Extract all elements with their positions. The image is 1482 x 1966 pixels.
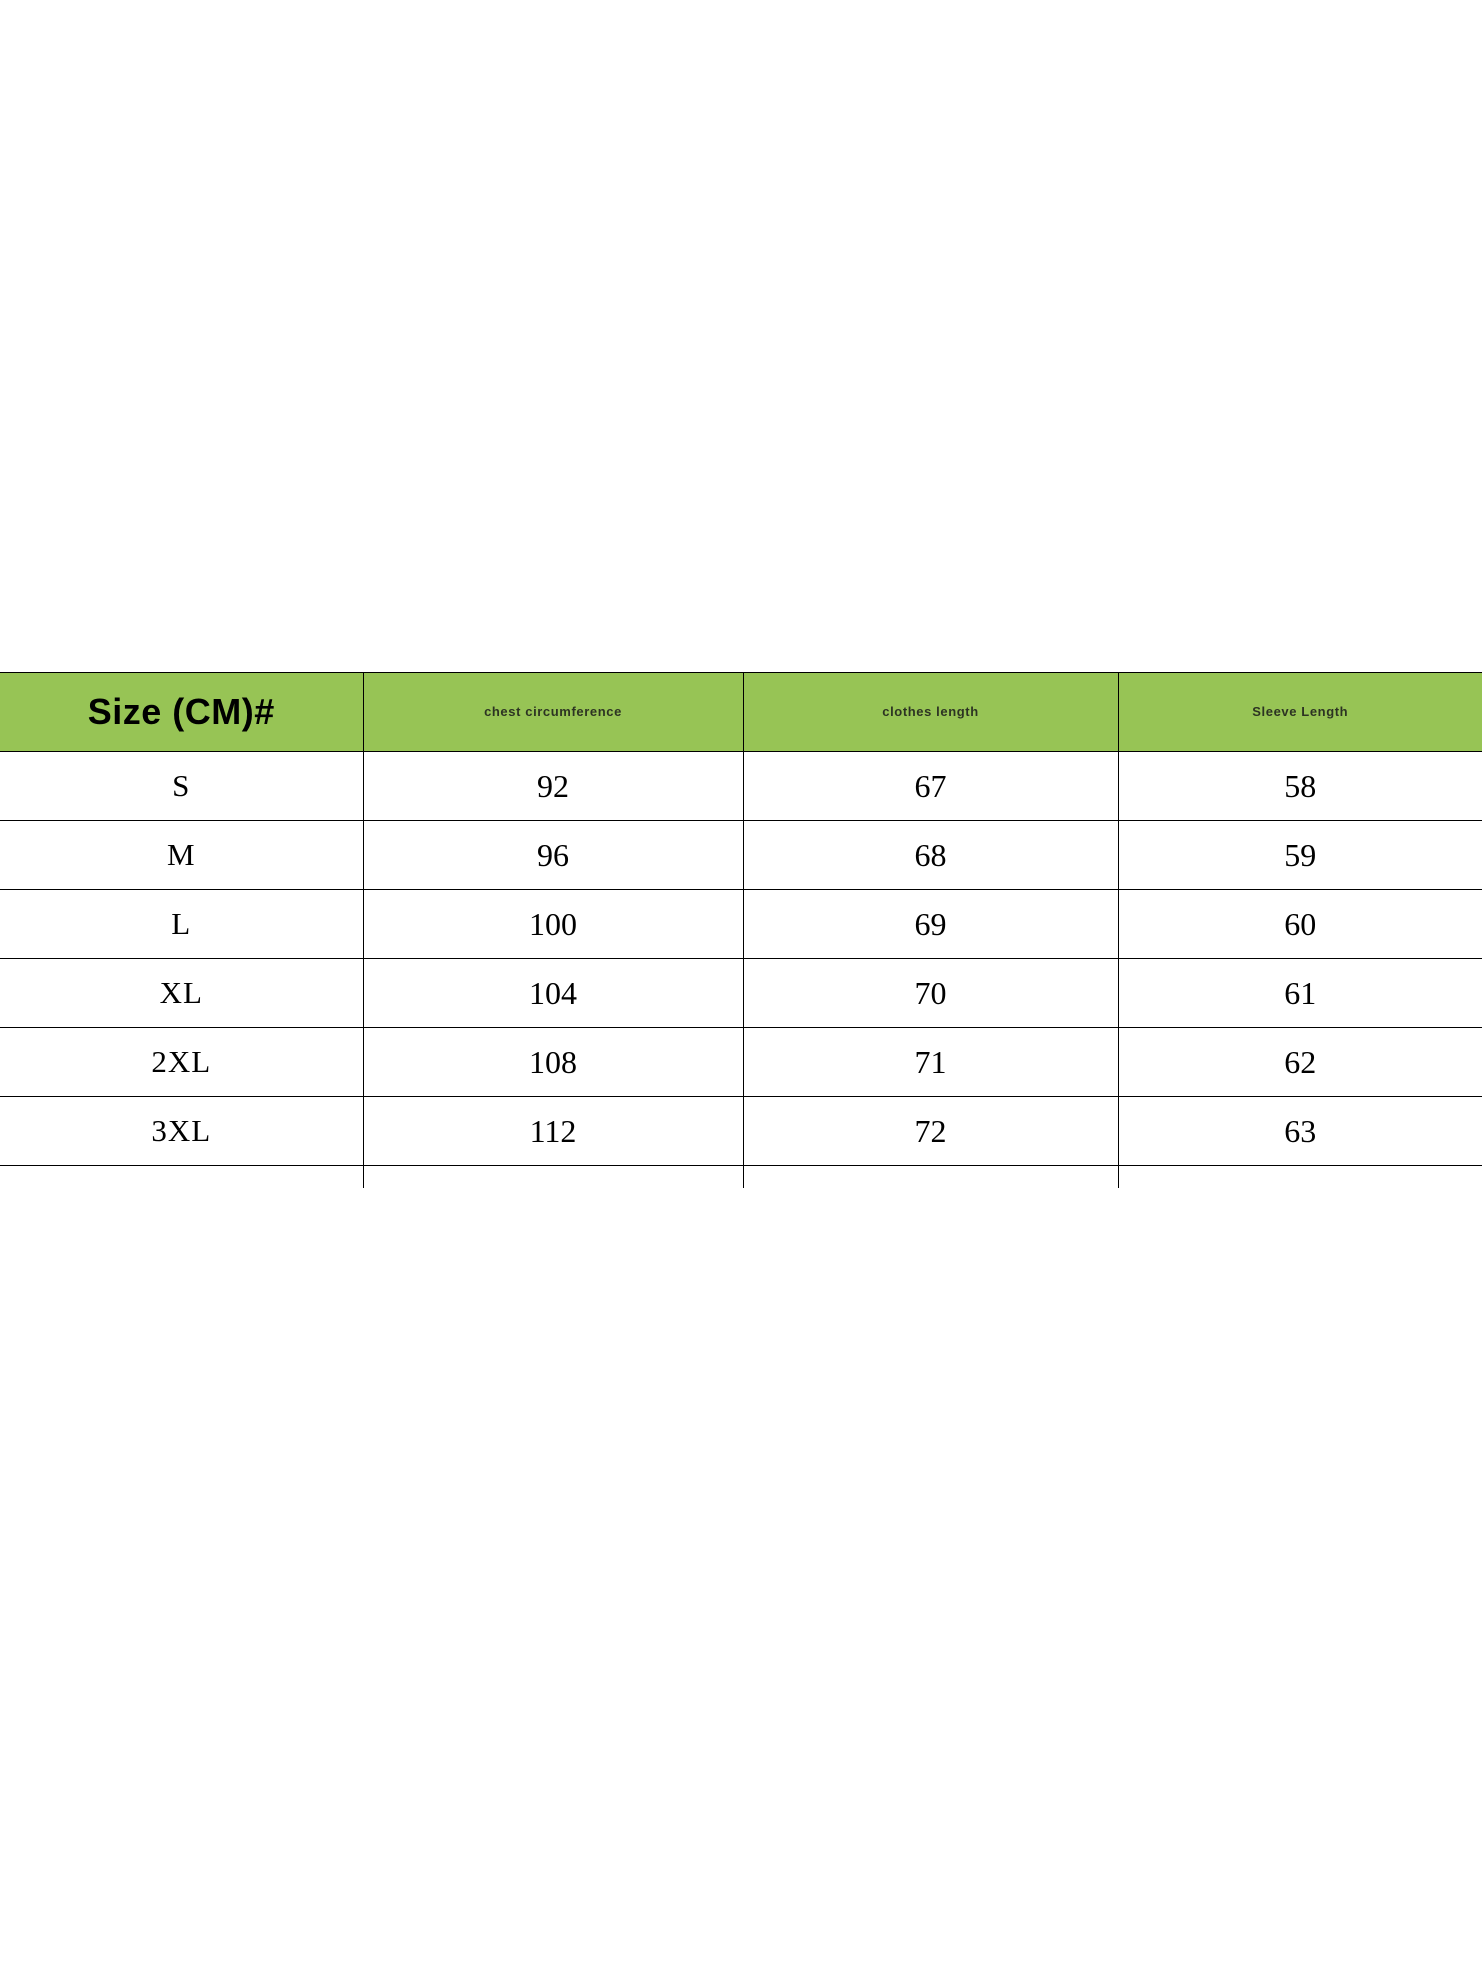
cell-chest: 112 xyxy=(363,1097,743,1166)
table-row xyxy=(0,821,1482,890)
cell-size: XL xyxy=(0,959,363,1028)
cell-sleeve: 63 xyxy=(1118,1097,1482,1166)
cell-chest: 108 xyxy=(363,1028,743,1097)
column-header-sleeve-label: Sleeve Length xyxy=(1252,704,1349,719)
cell-chest: 100 xyxy=(363,890,743,959)
table-row xyxy=(0,1028,1482,1097)
cell-sleeve: 58 xyxy=(1118,752,1482,821)
cell-length: 67 xyxy=(743,752,1118,821)
spacer-cell-length xyxy=(743,1166,1118,1189)
cell-length: 70 xyxy=(743,959,1118,1028)
cell-size: 3XL xyxy=(0,1097,363,1166)
size-chart-container xyxy=(0,672,1482,1188)
cell-sleeve: 62 xyxy=(1118,1028,1482,1097)
cell-length: 69 xyxy=(743,890,1118,959)
cell-chest: 96 xyxy=(363,821,743,890)
table-row xyxy=(0,1097,1482,1166)
column-header-length xyxy=(743,673,1118,752)
size-chart-table xyxy=(0,672,1482,1188)
table-bottom-spacer-row xyxy=(0,1166,1482,1189)
cell-length: 68 xyxy=(743,821,1118,890)
cell-sleeve: 61 xyxy=(1118,959,1482,1028)
column-header-size-label: Size (CM)# xyxy=(87,691,275,732)
spacer-cell-chest xyxy=(363,1166,743,1189)
column-header-sleeve xyxy=(1118,673,1482,752)
cell-chest: 104 xyxy=(363,959,743,1028)
cell-sleeve: 60 xyxy=(1118,890,1482,959)
size-chart-header xyxy=(0,673,1482,752)
cell-size: S xyxy=(0,752,363,821)
table-row xyxy=(0,890,1482,959)
table-header-row xyxy=(0,673,1482,752)
column-header-length-label: clothes length xyxy=(882,704,979,719)
table-row xyxy=(0,959,1482,1028)
cell-size: M xyxy=(0,821,363,890)
size-chart-body xyxy=(0,752,1482,1189)
column-header-chest xyxy=(363,673,743,752)
cell-chest: 92 xyxy=(363,752,743,821)
cell-size: 2XL xyxy=(0,1028,363,1097)
table-row xyxy=(0,752,1482,821)
cell-sleeve: 59 xyxy=(1118,821,1482,890)
column-header-chest-label: chest circumference xyxy=(484,704,622,719)
cell-length: 71 xyxy=(743,1028,1118,1097)
spacer-cell-sleeve xyxy=(1118,1166,1482,1189)
cell-size: L xyxy=(0,890,363,959)
cell-length: 72 xyxy=(743,1097,1118,1166)
column-header-size xyxy=(0,673,363,752)
spacer-cell-size xyxy=(0,1166,363,1189)
